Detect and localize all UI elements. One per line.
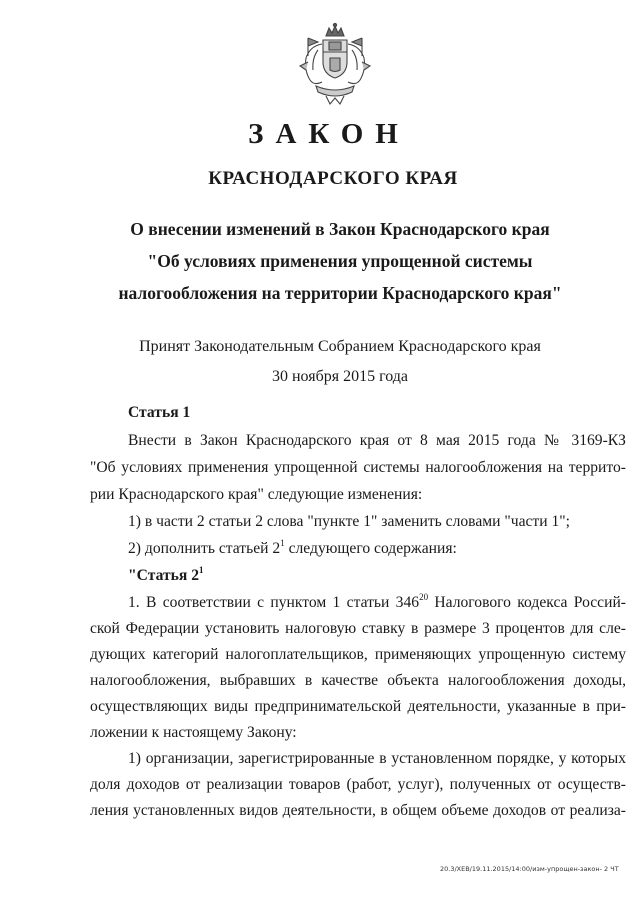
document-footer-code: 20.3/XEB/19.11.2015/14:00/изм-упрощен-закон- 2 ЧТ bbox=[440, 865, 619, 873]
article-2-1-p1-line-1 bbox=[128, 594, 626, 612]
article-2-1-heading-superscript: 1 bbox=[199, 565, 204, 575]
item-2-text: 2) дополнить статьей 2 bbox=[128, 540, 281, 557]
article-2-1-sub1-line-1: 1) организации, зарегистрированные в установленном порядке, у которых bbox=[128, 750, 626, 767]
article-1-item-2 bbox=[128, 540, 626, 558]
article-2-1-sub1-line-2: доля доходов от реализации товаров (работ, услуг), полученных от осуществ- bbox=[90, 776, 626, 793]
adoption-line-1: Принят Законодательным Собранием Краснодарского края bbox=[139, 338, 541, 355]
article-1-item-1: 1) в части 2 статьи 2 слова "пункте 1" заменить словами "части 1"; bbox=[128, 513, 570, 530]
adoption-line-2: 30 ноября 2015 года bbox=[271, 368, 409, 385]
coat-of-arms-icon bbox=[296, 22, 374, 108]
article-2-1-p1-line-4: налогообложения, выбравших в качестве объекта налогообложения доходы, bbox=[90, 672, 626, 689]
p1-end: Налогового кодекса Россий- bbox=[428, 594, 626, 611]
law-title-line-1: О внесении изменений в Закон Краснодарского края bbox=[130, 219, 550, 239]
article-2-1-p1-line-3: дующих категорий налогоплательщиков, применяющих упрощенную систему bbox=[90, 646, 626, 663]
item-2-tail: следующего содержания: bbox=[284, 540, 457, 557]
article-1-p1-line-2: "Об условиях применения упрощенной системы налогообложения на террито- bbox=[90, 459, 626, 476]
p1-superscript: 20 bbox=[419, 592, 429, 602]
law-title-line-3: налогообложения на территории Краснодарского края" bbox=[118, 283, 562, 303]
article-2-1-p1-line-2: ской Федерации установить налоговую ставку в размере 3 процентов для сле- bbox=[90, 620, 626, 637]
article-1-p1-line-1: Внести в Закон Краснодарского края от 8 мая 2015 года № 3169-КЗ bbox=[128, 432, 626, 449]
item-2-superscript: 1 bbox=[280, 538, 285, 548]
article-2-1-p1-line-6: ложении к настоящему Закону: bbox=[90, 724, 297, 741]
article-1-heading: Статья 1 bbox=[128, 404, 191, 421]
p1-start: 1. В соответствии с пунктом 1 статьи 346 bbox=[128, 594, 420, 611]
document-title: ЗАКОН bbox=[248, 118, 410, 150]
article-1-p1-line-3: рии Краснодарского края" следующие изменения: bbox=[90, 486, 423, 503]
article-2-1-heading bbox=[128, 567, 626, 585]
article-2-1-p1-line-5: осуществляющих виды предпринимательской деятельности, указанные в при- bbox=[90, 698, 626, 715]
law-title-line-2: "Об условиях применения упрощенной системы bbox=[147, 251, 533, 271]
document-subtitle: КРАСНОДАРСКОГО КРАЯ bbox=[208, 168, 458, 189]
article-2-1-heading-text: "Статья 2 bbox=[128, 567, 199, 584]
article-2-1-sub1-line-3: ления установленных видов деятельности, в общем объеме доходов от реализа- bbox=[90, 802, 626, 819]
